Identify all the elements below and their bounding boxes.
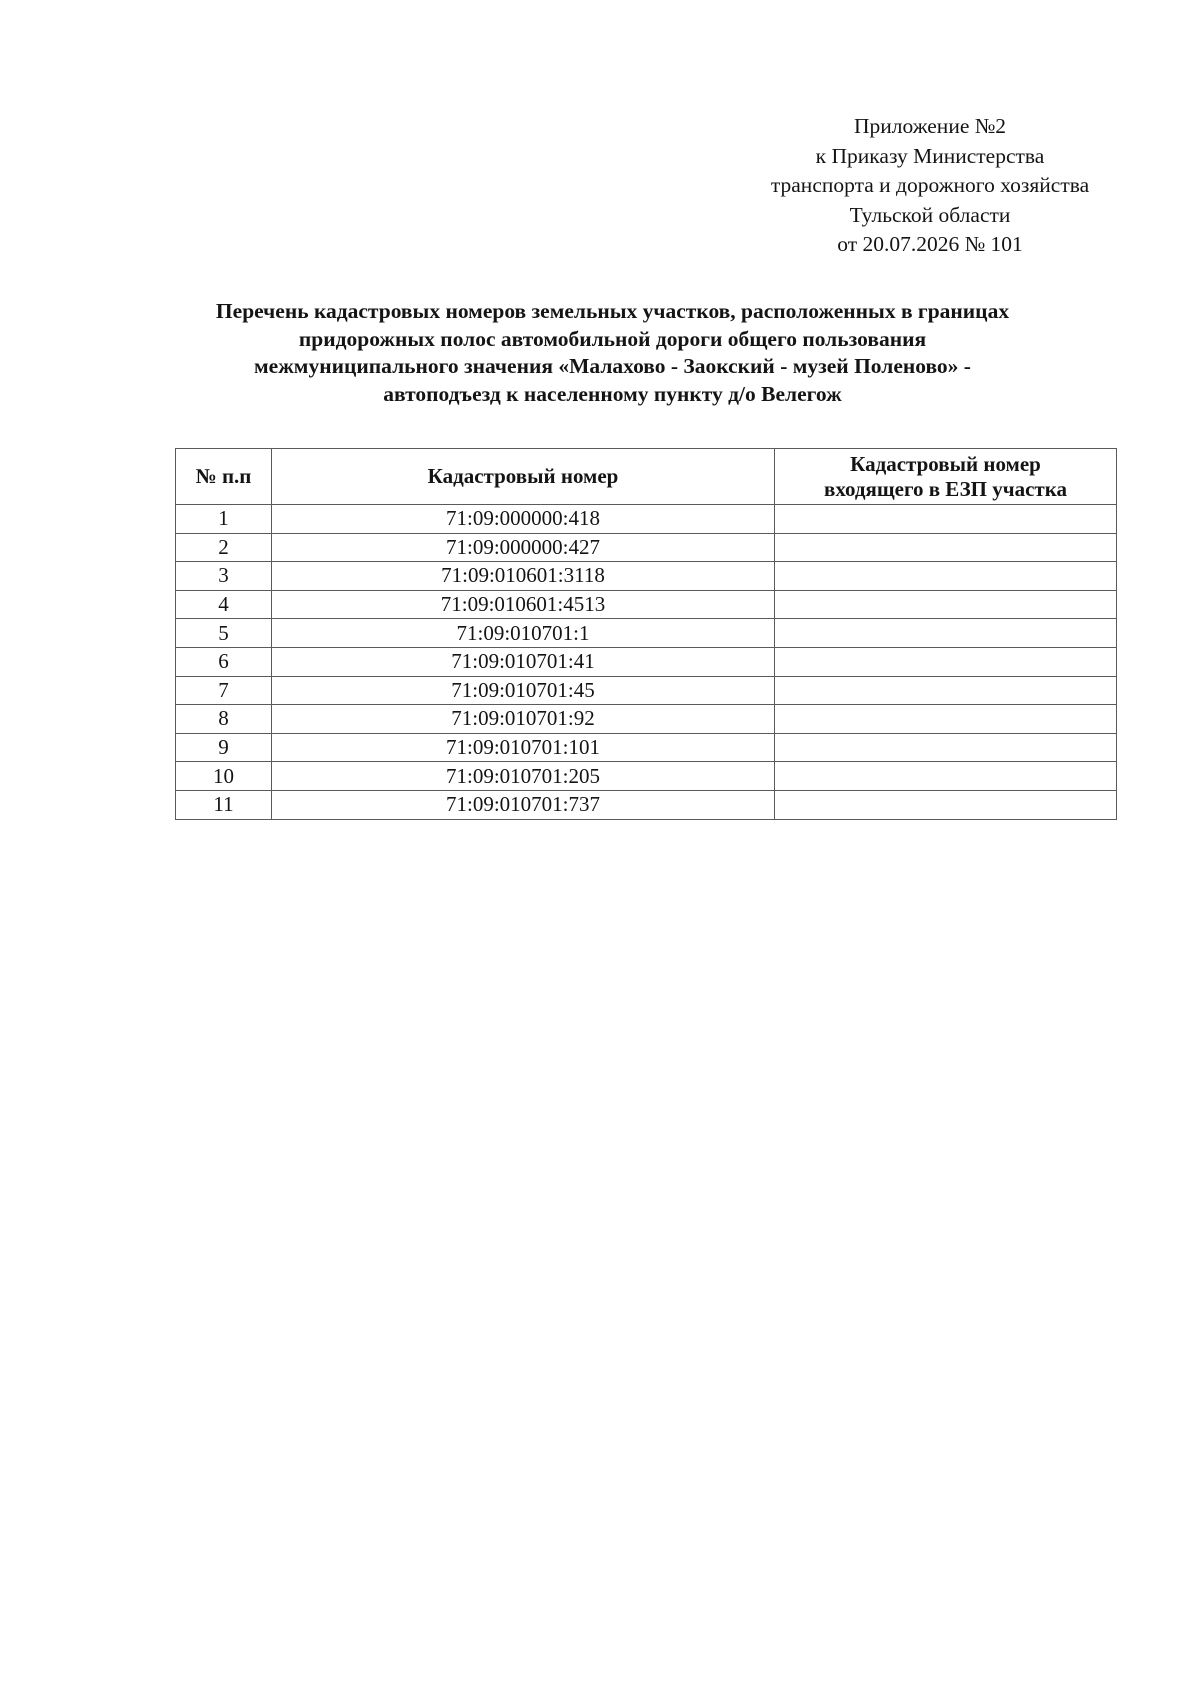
- ezp-cadastral-cell: [775, 790, 1117, 819]
- table-row: [176, 505, 1117, 534]
- cadastral-number-cell: 71:09:010701:737: [272, 790, 775, 819]
- appendix-line: от 20.07.2026 № 101: [837, 232, 1023, 256]
- ezp-cadastral-cell: [775, 676, 1117, 705]
- table-row: [176, 647, 1117, 676]
- title-line: придорожных полос автомобильной дороги общего пользования: [298, 326, 927, 351]
- header-ezp: [775, 449, 1117, 505]
- cadastral-number-cell: 71:09:010701:101: [272, 733, 775, 762]
- title-line: межмуниципального значения «Малахово - Заокский - музей Поленово» -: [254, 354, 971, 378]
- row-number-cell: 11: [176, 790, 272, 819]
- row-number-cell: 5: [176, 619, 272, 648]
- table-row: [176, 533, 1117, 562]
- appendix-block: [740, 112, 1120, 260]
- ezp-cadastral-cell: [775, 762, 1117, 791]
- table-header-row: [176, 449, 1117, 505]
- title-line: автоподъезд к населенному пункту д/о Велегож: [383, 381, 842, 406]
- header-ezp-line2: входящего в ЕЗП участка: [823, 476, 1068, 501]
- table-row: [176, 590, 1117, 619]
- title-line: Перечень кадастровых номеров земельных участков, расположенных в границах: [215, 299, 1010, 323]
- row-number-cell: 10: [176, 762, 272, 791]
- row-number-cell: 9: [176, 733, 272, 762]
- ezp-cadastral-cell: [775, 733, 1117, 762]
- cadastral-number-cell: 71:09:010701:92: [272, 705, 775, 734]
- table-row: [176, 705, 1117, 734]
- cadastral-number-cell: 71:09:010701:41: [272, 647, 775, 676]
- row-number-cell: 3: [176, 562, 272, 591]
- table-row: [176, 790, 1117, 819]
- ezp-cadastral-cell: [775, 562, 1117, 591]
- appendix-line: Приложение №2: [853, 114, 1007, 138]
- appendix-line: к Приказу Министерства: [815, 143, 1045, 168]
- cadastral-number-cell: 71:09:010701:45: [272, 676, 775, 705]
- row-number-cell: 8: [176, 705, 272, 734]
- ezp-cadastral-cell: [775, 705, 1117, 734]
- cadastral-number-cell: 71:09:010701:1: [272, 619, 775, 648]
- table-row: [176, 676, 1117, 705]
- ezp-cadastral-cell: [775, 590, 1117, 619]
- header-cadastral: Кадастровый номер: [272, 449, 775, 505]
- ezp-cadastral-cell: [775, 533, 1117, 562]
- cadastral-number-cell: 71:09:000000:418: [272, 505, 775, 534]
- cadastral-number-cell: 71:09:010701:205: [272, 762, 775, 791]
- cadastral-number-cell: 71:09:010601:4513: [272, 590, 775, 619]
- table-body: [176, 505, 1117, 820]
- ezp-cadastral-cell: [775, 619, 1117, 648]
- table-row: [176, 562, 1117, 591]
- document-title: [150, 298, 1075, 408]
- row-number-cell: 1: [176, 505, 272, 534]
- row-number-cell: 2: [176, 533, 272, 562]
- cadastral-table: [175, 448, 1117, 820]
- header-number: № п.п: [176, 449, 272, 505]
- appendix-line: транспорта и дорожного хозяйства: [770, 173, 1090, 197]
- header-ezp-line1: Кадастровый номер: [850, 451, 1041, 476]
- ezp-cadastral-cell: [775, 647, 1117, 676]
- ezp-cadastral-cell: [775, 505, 1117, 534]
- cadastral-number-cell: 71:09:010601:3118: [272, 562, 775, 591]
- row-number-cell: 7: [176, 676, 272, 705]
- table-row: [176, 733, 1117, 762]
- row-number-cell: 6: [176, 647, 272, 676]
- table-row: [176, 619, 1117, 648]
- table-row: [176, 762, 1117, 791]
- appendix-line: Тульской области: [849, 202, 1011, 227]
- cadastral-number-cell: 71:09:000000:427: [272, 533, 775, 562]
- row-number-cell: 4: [176, 590, 272, 619]
